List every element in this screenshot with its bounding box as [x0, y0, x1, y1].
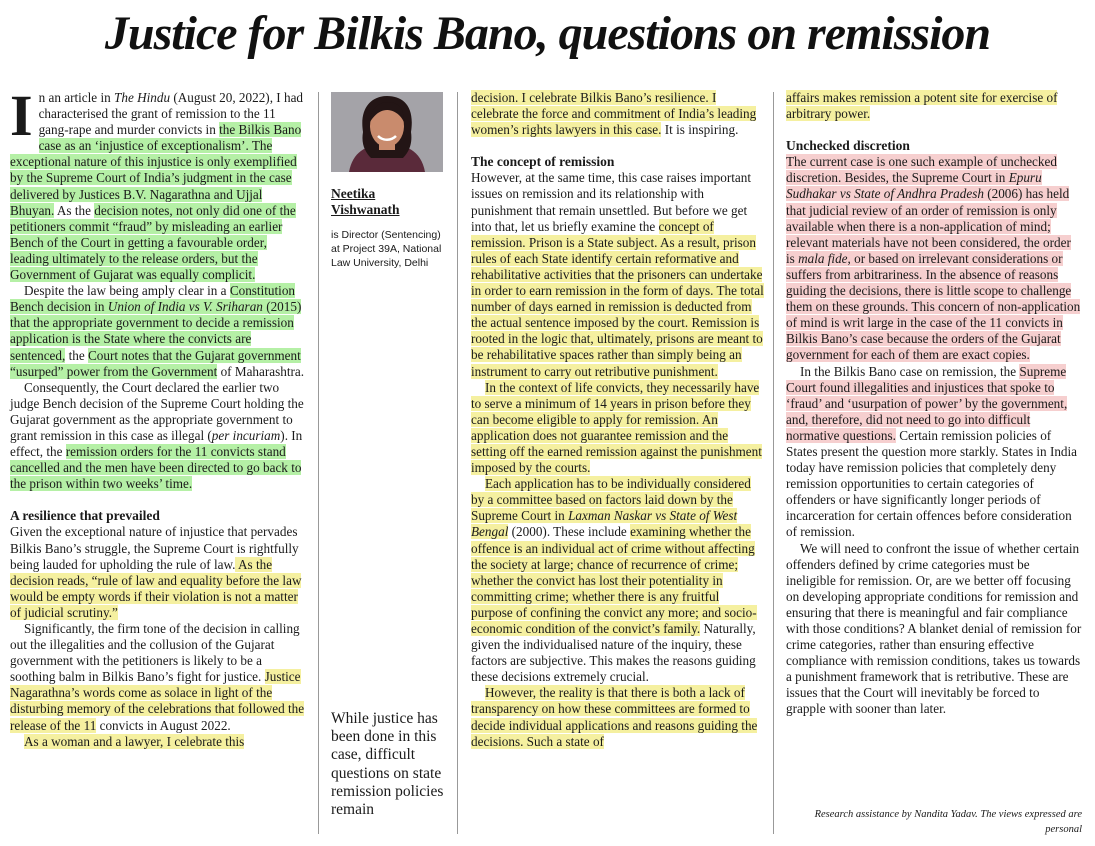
- highlight: As the decision reads, “rule of law and equality before the law would be empty words if their violation is not a matter of judicial scrutiny.”: [10, 556, 302, 620]
- highlight: affairs makes remission a potent site for exercise of arbitrary power.: [786, 90, 1058, 122]
- column-3: [786, 90, 1082, 718]
- author-photo: [331, 92, 443, 172]
- paragraph: In the Bilkis Bano case on remission, the Supreme Court found illegalities and injustices that spoke to ‘fraud’ and ‘usurpation of power’ by the government, and, therefore, did not need to go into difficult normative questions. Certain remission policies of States present the question more starkly. States in India today have remission policies that completely deny remission opportunities to certain categories of offenders or have significantly longer periods of incarceration for certain offences before consideration of remission.: [786, 363, 1078, 540]
- paragraph: Given the exceptional nature of injustice that pervades Bilkis Bano’s struggle, the Supreme Court is rightfully being lauded for upholding the rule of law. As the decision reads, “rule of law and equality before the law would be empty words if their violation is not a matter of judicial scrutiny.”: [10, 524, 302, 620]
- subheading: The concept of remission: [471, 154, 615, 170]
- column-rule-1: [318, 92, 319, 834]
- paragraph: However, at the same time, this case raises important issues on remission and its relationship with punishment that remain unsettled. But before we get into that, let us briefly examine the concept of remission. Prison is a State subject. As a result, prison rules of each State identify certain reformative and rehabilitative activities that the prisoners can undertake in order to earn remission in the form of days. The total number of days earned in remission is deducted from the actual sentence imposed by the court. Remission is rooted in the logic that, ultimately, prisons are meant to be rehabilitative spaces rather than simply being an instrument to carry out retributive punishment.: [471, 170, 764, 379]
- paragraph: Consequently, the Court declared the earlier two judge Bench decision of the Supreme Court holding the Gujarat government as the appropriate government to grant remission in this case as illegal (per incuriam). In effect, the remission orders for the 11 convicts stand cancelled and the men have been directed to go back to the prison within two weeks’ time.: [10, 379, 304, 492]
- paragraph: Despite the law being amply clear in a Constitution Bench decision in Union of India vs V. Sriharan (2015) that the appropriate government to decide a remission application is the State where the convicts are sentenced, the Court notes that the Gujarat government “usurped” power from the Government of Maharashtra.: [10, 283, 305, 379]
- column-2: [471, 90, 764, 750]
- highlight: examining whether the offence is an individual act of crime without affecting the society at large; chance of recurrence of crime; whether the convict has lost their potentiality in committing crime; whether there is any fruitful purpose of confining the convict any more; and socio-economic condition of the convict’s family.: [471, 524, 757, 636]
- highlight: the Bilkis Bano case as an ‘injustice of exceptionalism’. The exceptional nature of this injustice is only exemplified by the Supreme Court of India’s judgment in the case delivered by Justices B.V. Nagarathna and Ujjal Bhuyan.: [10, 122, 302, 218]
- pull-quote: While justice has been done in this case, difficult questions on state remission policies remain: [331, 710, 444, 819]
- paragraph: We will need to confront the issue of whether certain offenders defined by crime categories must be ineligible for remission. Or, are we better off focusing on developing appropriate conditions for remission and ensuring that there is meaningful and fair compliance with those conditions? A blanket denial of remission for crime categories, rather than ensuring effective compliance with remission conditions, takes us towards a punishment framework that is retributive. These are issues that the Court will inevitably be forced to grapple with sooner than later.: [786, 540, 1082, 717]
- highlight: Supreme Court found illegalities and injustices that spoke to ‘fraud’ and ‘usurpation of power’ by the government, and, therefore, did not need to go into difficult normative questions.: [786, 363, 1068, 443]
- highlight: As a woman and a lawyer, I celebrate this: [24, 733, 245, 749]
- column-1: [10, 83, 307, 750]
- highlight: The current case is one such example of unchecked discretion. Besides, the Supreme Court in Epuru Sudhakar vs State of Andhra Pradesh (2006) has held that judicial review of an order of remission is only available when there is a non-application of mind; relevant materials have not been considered, the order is mala fide, or based on irrelevant considerations or suffers from arbitrariness. In the absence of reasons guiding the decisions, there is little scope to challenge them on these grounds. This concern of non-application of mind is writ large in the case of the 11 convicts in Bilkis Bano’s case because the orders of the Gujarat government for each of them are exact copies.: [786, 154, 1081, 363]
- highlight: In the context of life convicts, they necessarily have to serve a minimum of 14 years in prison before they can become eligible to apply for remission. An application does not guarantee remission and the setting off the earned remission against the punishment imposed by the courts.: [471, 379, 762, 476]
- highlight: Court notes that the Gujarat government “usurped” power from the Government: [10, 347, 301, 379]
- highlight: Constitution Bench decision in Union of India vs V. Sriharan (2015) that the appropriate government to decide a remission application is the State where the convicts are sentenced,: [10, 283, 302, 363]
- subheading: Unchecked discretion: [786, 138, 910, 154]
- author-first-name: Neetika: [331, 186, 376, 201]
- highlight: Each application has to be individually considered by a committee based on factors laid down by the Supreme Court in Laxman Naskar vs State of West Bengal: [471, 476, 751, 540]
- highlight: However, the reality is that there is both a lack of transparency on how these committees are formed to decide individual applications and reasons guiding the decisions. Such a state of: [471, 685, 758, 749]
- paragraph: [786, 154, 1082, 363]
- paragraph: [471, 685, 764, 749]
- paragraph: decision. I celebrate Bilkis Bano’s resilience. I celebrate the force and commitment of India’s leading women’s rights lawyers in this case. It is inspiring.: [471, 90, 757, 138]
- paragraph: [786, 90, 1082, 122]
- drop-cap: I: [10, 83, 33, 148]
- author-role: is Director (Sentencing) at Project 39A, National Law University, Delhi: [331, 229, 442, 269]
- column-rule-2: [457, 92, 458, 834]
- author-name: [331, 186, 400, 218]
- headline: Justice for Bilkis Bano, questions on remission: [104, 7, 991, 60]
- subheading: A resilience that prevailed: [10, 508, 160, 524]
- paragraph: Significantly, the firm tone of the decision in calling out the illegalities and the collusion of the Gujarat government with the petitioners is likely to be a soothing balm in Bilkis Bano’s fight for justice. Justice Nagarathna’s words come as solace in light of the disturbing memory of the celebrations that followed the release of the 11 convicts in August 2022.: [10, 621, 305, 733]
- author-portrait-image: [331, 92, 443, 172]
- column-rule-3: [773, 92, 774, 834]
- paragraph: [10, 734, 307, 750]
- highlight: Justice Nagarathna’s words come as solace in light of the disturbing memory of the celebrations that followed the release of the 11: [10, 669, 305, 733]
- paragraph: Each application has to be individually considered by a committee based on factors laid down by the Supreme Court in Laxman Naskar vs State of West Bengal (2000). These include examining whether the offence is an individual act of crime without affecting the society at large; chance of recurrence of crime; whether the convict has lost their potentiality in committing crime; whether there is any fruitful purpose of confining the convict any more; and socio-economic condition of the convict’s family. Naturally, given the individualised nature of the inquiry, these factors are subjective. This makes the reasons guiding these decisions extremely crucial.: [471, 476, 757, 685]
- highlight: remission orders for the 11 convicts stand cancelled and the men have been directed to go back to the prison within two weeks’ time.: [10, 444, 302, 492]
- paragraph: [471, 380, 764, 477]
- highlight: concept of remission. Prison is a State subject. As a result, prison rules of each State identify certain reformative and rehabilitative activities that the prisoners can undertake in order to earn remission in the form of days. The total number of days earned in remission is deducted from the actual sentence imposed by the court. Remission is rooted in the logic that, ultimately, prisons are meant to be rehabilitative spaces rather than simply being an instrument to carry out retributive punishment.: [471, 218, 764, 379]
- author-last-name: Vishwanath: [331, 202, 400, 217]
- highlight: decision notes, not only did one of the petitioners commit “fraud” by misleading an earlier Bench of the Court in getting a favourable order, leading ultimately to the release orders, but the Government of Gujarat was equally complicit.: [10, 202, 296, 283]
- credit-note: Research assistance by Nandita Yadav. The views expressed are personal: [814, 809, 1082, 835]
- highlight: decision. I celebrate Bilkis Bano’s resilience. I celebrate the force and commitment of India’s leading women’s rights lawyers in this case.: [471, 90, 757, 138]
- paragraph: In an article in The Hindu (August 20, 2022), I had characterised the grant of remission to the 11 gang-rape and murder convicts in the Bilkis Bano case as an ‘injustice of exceptionalism’. The exceptional nature of this injustice is only exemplified by the Supreme Court of India’s judgment in the case delivered by Justices B.V. Nagarathna and Ujjal Bhuyan. As the decision notes, not only did one of the petitioners commit “fraud” by misleading an earlier Bench of the Court in getting a favourable order, leading ultimately to the release orders, but the Government of Gujarat was equally complicit.: [10, 83, 304, 283]
